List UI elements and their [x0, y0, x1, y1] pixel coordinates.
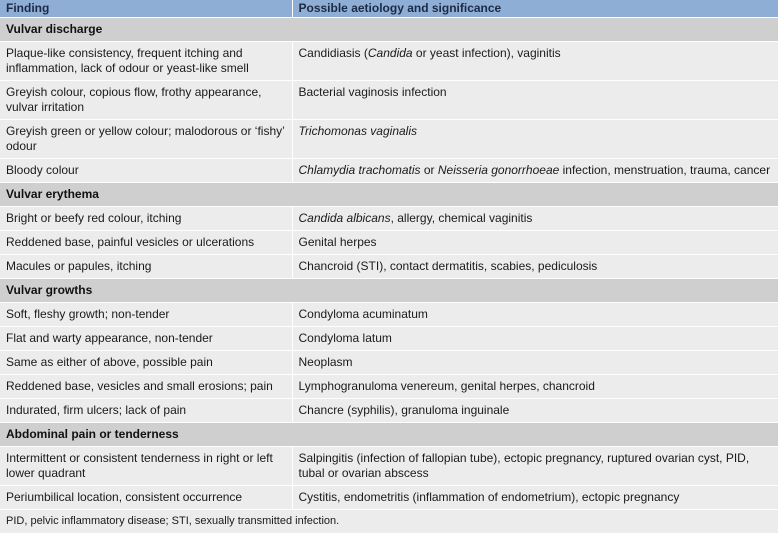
significance-text: Chlamydia trachomatis: [298, 163, 421, 177]
significance-cell: [292, 42, 778, 81]
significance-text: Cystitis, endometritis (inflammation of endometrium), ectopic pregnancy: [298, 490, 680, 504]
section-title: Vulvar discharge: [0, 18, 778, 42]
section-header-row: [0, 183, 778, 207]
significance-cell: [292, 159, 778, 183]
finding-cell: Macules or papules, itching: [0, 255, 292, 279]
significance-text: Condyloma acuminatum: [298, 307, 428, 321]
significance-text: or yeast infection), vaginitis: [412, 46, 561, 60]
significance-text: Chancre (syphilis), granuloma inguinale: [298, 403, 510, 417]
table-row: [0, 303, 778, 327]
significance-text: Chancroid (STI), contact dermatitis, scabies, pediculosis: [298, 259, 598, 273]
significance-text: Candidiasis (: [298, 46, 368, 60]
column-header-finding: Finding: [0, 0, 292, 18]
significance-text: or: [420, 163, 438, 177]
section-title: Abdominal pain or tenderness: [0, 423, 778, 447]
section-header-row: [0, 279, 778, 303]
finding-cell: Greyish colour, copious flow, frothy appearance, vulvar irritation: [0, 81, 292, 120]
significance-text: infection, menstruation, trauma, cancer: [559, 163, 771, 177]
finding-cell: Bloody colour: [0, 159, 292, 183]
section-header-row: [0, 423, 778, 447]
significance-text: Bacterial vaginosis infection: [298, 85, 447, 99]
table-row: [0, 81, 778, 120]
finding-cell: Periumbilical location, consistent occurrence: [0, 486, 292, 510]
section-title: Vulvar growths: [0, 279, 778, 303]
significance-text: Neoplasm: [298, 355, 353, 369]
finding-cell: Same as either of above, possible pain: [0, 351, 292, 375]
significance-text: Neisseria gonorrhoeae: [437, 163, 560, 177]
finding-cell: Indurated, firm ulcers; lack of pain: [0, 399, 292, 423]
significance-cell: [292, 327, 778, 351]
table-row: [0, 159, 778, 183]
table-row: [0, 447, 778, 486]
significance-cell: [292, 303, 778, 327]
finding-cell: Flat and warty appearance, non-tender: [0, 327, 292, 351]
significance-cell: [292, 81, 778, 120]
significance-cell: [292, 231, 778, 255]
finding-cell: Greyish green or yellow colour; malodorous or ‘fishy’ odour: [0, 120, 292, 159]
finding-cell: Bright or beefy red colour, itching: [0, 207, 292, 231]
table-row: [0, 207, 778, 231]
finding-cell: Intermittent or consistent tenderness in right or left lower quadrant: [0, 447, 292, 486]
significance-cell: [292, 255, 778, 279]
table-row: [0, 42, 778, 81]
significance-text: Candida albicans: [298, 211, 391, 225]
table-row: [0, 327, 778, 351]
significance-cell: [292, 351, 778, 375]
footnote-row: [0, 510, 778, 534]
table-row: [0, 231, 778, 255]
significance-cell: [292, 207, 778, 231]
table-row: [0, 399, 778, 423]
significance-text: , allergy, chemical vaginitis: [390, 211, 533, 225]
table-header-row: [0, 0, 778, 18]
significance-cell: [292, 375, 778, 399]
significance-cell: [292, 399, 778, 423]
finding-cell: Plaque-like consistency, frequent itching and inflammation, lack of odour or yeast-like smell: [0, 42, 292, 81]
significance-text: Genital herpes: [298, 235, 377, 249]
table-row: [0, 120, 778, 159]
significance-cell: [292, 447, 778, 486]
table-row: [0, 486, 778, 510]
significance-text: Trichomonas vaginalis: [298, 124, 417, 138]
significance-text: Condyloma latum: [298, 331, 392, 345]
footnote: PID, pelvic inflammatory disease; STI, sexually transmitted infection.: [0, 510, 778, 534]
significance-text: Salpingitis (infection of fallopian tube), ectopic pregnancy, ruptured ovarian cyst, PID, tubal or ovarian abscess: [298, 451, 750, 480]
table-body: [0, 18, 778, 510]
table-row: [0, 351, 778, 375]
significance-cell: [292, 120, 778, 159]
section-title: Vulvar erythema: [0, 183, 778, 207]
table-row: [0, 375, 778, 399]
finding-cell: Reddened base, painful vesicles or ulcerations: [0, 231, 292, 255]
significance-text: Candida: [367, 46, 413, 60]
column-header-significance: Possible aetiology and significance: [292, 0, 778, 18]
significance-text: Lymphogranuloma venereum, genital herpes, chancroid: [298, 379, 595, 393]
section-header-row: [0, 18, 778, 42]
table-row: [0, 255, 778, 279]
finding-cell: Soft, fleshy growth; non-tender: [0, 303, 292, 327]
significance-cell: [292, 486, 778, 510]
finding-cell: Reddened base, vesicles and small erosions; pain: [0, 375, 292, 399]
